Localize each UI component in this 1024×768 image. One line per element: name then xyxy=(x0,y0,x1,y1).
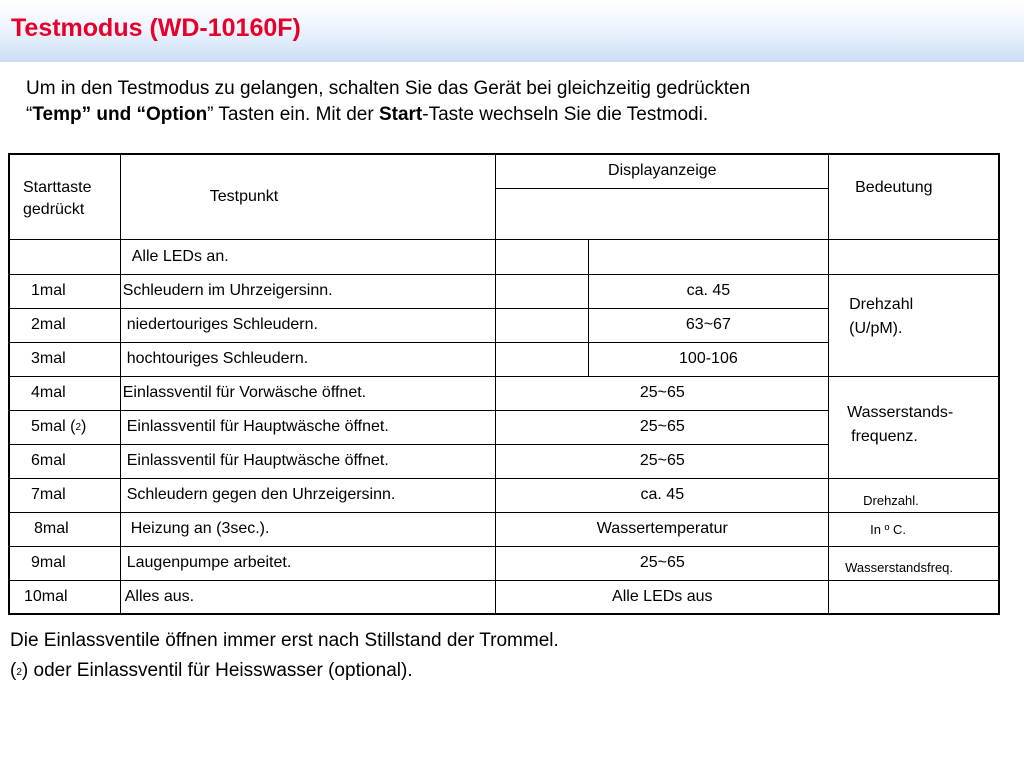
row10-meaning xyxy=(829,580,999,614)
footer-note-marker: 2 xyxy=(16,667,22,678)
meaning-row9: Wasserstandsfreq. xyxy=(829,546,999,580)
row9-test: Laugenpumpe arbeitet. xyxy=(120,546,496,580)
row0-display-b xyxy=(588,239,828,274)
row8-start: 8mal xyxy=(9,512,120,546)
row8-display: Wassertemperatur xyxy=(496,512,829,546)
row2-start: 2mal xyxy=(9,308,120,342)
row5-start xyxy=(9,410,120,444)
row4-test: Einlassventil für Vorwäsche öffnet. xyxy=(120,376,496,410)
row9-start: 9mal xyxy=(9,546,120,580)
meaning-speed-line2: (U/pM). xyxy=(849,319,903,337)
row5-note-marker: 2 xyxy=(75,422,82,433)
row1-start: 1mal xyxy=(9,274,120,308)
row5-display: 25~65 xyxy=(496,410,829,444)
row3-start: 3mal xyxy=(9,342,120,376)
meaning-water xyxy=(829,376,999,478)
row0-display-a xyxy=(496,239,588,274)
row5-start-label: 5mal ( xyxy=(31,418,76,435)
test-mode-table xyxy=(8,153,1000,615)
intro-end-text: -Taste wechseln Sie die Testmodi. xyxy=(422,104,709,125)
row0-meaning xyxy=(829,239,999,274)
row3-test: hochtouriges Schleudern. xyxy=(120,342,496,376)
footer-note-close: ) xyxy=(21,660,29,681)
header-start-line1: Starttaste xyxy=(23,178,92,196)
row2-test: niedertouriges Schleudern. xyxy=(120,308,496,342)
intro-bold-start: Start xyxy=(378,104,423,125)
footer-line-1: Die Einlassventile öffnen immer erst nach Stillstand der Trommel. xyxy=(10,630,559,651)
intro-line-2 xyxy=(26,102,976,128)
header-display-empty xyxy=(496,188,829,239)
row10-start: 10mal xyxy=(9,580,120,614)
meaning-row8: In º C. xyxy=(829,512,999,546)
header-test: Testpunkt xyxy=(120,154,496,239)
header-start xyxy=(9,154,120,239)
header-start-line2: gedrückt xyxy=(23,200,85,218)
meaning-water-line2: frequenz. xyxy=(851,427,918,445)
slide-title: Testmodus (WD-10160F) xyxy=(11,14,301,42)
row5-test: Einlassventil für Hauptwäsche öffnet. xyxy=(120,410,496,444)
row0-test: Alle LEDs an. xyxy=(120,239,496,274)
row4-start: 4mal xyxy=(9,376,120,410)
row0-start xyxy=(9,239,120,274)
intro-open-quote: “ xyxy=(26,104,33,125)
header-display: Displayanzeige xyxy=(496,154,829,188)
footer-line-2-text: oder Einlassventil für Heisswasser (optional). xyxy=(28,660,413,681)
meaning-speed xyxy=(829,274,999,376)
row9-display: 25~65 xyxy=(496,546,829,580)
row6-display: 25~65 xyxy=(496,444,829,478)
footer-notes xyxy=(10,626,559,688)
intro-line-1: Um in den Testmodus zu gelangen, schalten Sie das Gerät bei gleichzeitig gedrückten xyxy=(26,78,751,99)
row4-display: 25~65 xyxy=(496,376,829,410)
meaning-row7: Drehzahl. xyxy=(829,478,999,512)
row1-display: ca. 45 xyxy=(588,274,828,308)
intro-bold-keys: Temp” und “Option xyxy=(32,104,208,125)
row8-test: Heizung an (3sec.). xyxy=(120,512,496,546)
row6-start: 6mal xyxy=(9,444,120,478)
row3-display: 100-106 xyxy=(588,342,828,376)
header-meaning: Bedeutung xyxy=(829,154,999,239)
row2-display: 63~67 xyxy=(588,308,828,342)
meaning-speed-line1: Drehzahl xyxy=(849,295,914,313)
row7-test: Schleudern gegen den Uhrzeigersinn. xyxy=(120,478,496,512)
row5-start-close: ) xyxy=(81,418,87,435)
footer-line-2 xyxy=(10,656,559,688)
title-bar xyxy=(0,0,1024,62)
row1-test: Schleudern im Uhrzeigersinn. xyxy=(120,274,496,308)
row10-display: Alle LEDs aus xyxy=(496,580,829,614)
intro-paragraph xyxy=(26,76,976,128)
intro-mid-text: ” Tasten ein. Mit der xyxy=(207,104,379,125)
row10-test: Alles aus. xyxy=(120,580,496,614)
footer-note-open: ( xyxy=(10,660,17,681)
row3-display-a xyxy=(496,342,588,376)
row7-display: ca. 45 xyxy=(496,478,829,512)
row1-display-a xyxy=(496,274,588,308)
row6-test: Einlassventil für Hauptwäsche öffnet. xyxy=(120,444,496,478)
meaning-water-line1: Wasserstands- xyxy=(847,403,954,421)
row7-start: 7mal xyxy=(9,478,120,512)
row2-display-a xyxy=(496,308,588,342)
